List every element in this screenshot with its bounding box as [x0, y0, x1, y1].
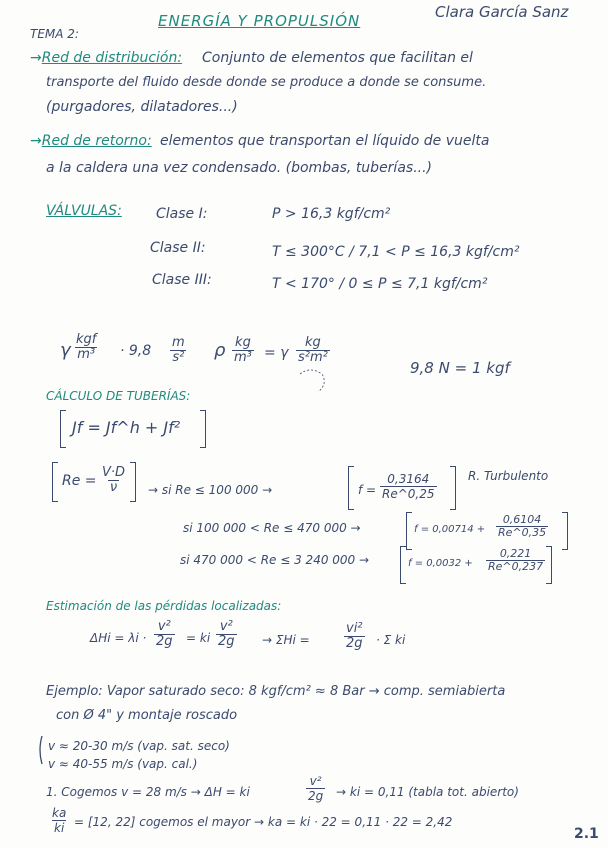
- step2-num: ka: [52, 806, 67, 820]
- red-retorno-line1: elementos que transportan el líquido de vuelta: [160, 133, 490, 149]
- perdidas-lhs: ΔHi = λi ·: [90, 631, 147, 645]
- velocity-1: v ≈ 20-30 m/s (vap. sat. seco): [48, 739, 230, 753]
- page-number: 2.1: [574, 826, 599, 842]
- f2-num: 0,6104: [502, 513, 542, 526]
- velocity-brace: [40, 736, 42, 764]
- velocity-2: v ≈ 40-55 m/s (vap. cal.): [48, 757, 198, 771]
- calculo-title: CÁLCULO DE TUBERÍAS:: [46, 389, 191, 403]
- red-distribucion-term: →Red de distribución:: [30, 50, 183, 66]
- rho-units-num: kg: [235, 335, 251, 350]
- valvulas-label: VÁLVULAS:: [46, 203, 122, 219]
- perdidas-sum-num: vi²: [346, 621, 363, 636]
- red-distribucion-line1: Conjunto de elementos que facilitan el: [202, 50, 473, 66]
- ejemplo-line2: con Ø 4" y montaje roscado: [56, 708, 238, 723]
- red-distribucion-line3: (purgadores, dilatadores...): [46, 99, 238, 115]
- sum-formula: Jf = Jf^h + Jf²: [72, 418, 181, 437]
- red-distribucion-label: Red de distribución:: [41, 50, 183, 66]
- clase-3-cond: T < 170° / 0 ≤ P ≤ 7,1 kgf/cm²: [272, 276, 488, 292]
- step2-den: ki: [54, 821, 65, 835]
- cond-2: si 100 000 < Re ≤ 470 000 →: [183, 521, 361, 535]
- perdidas-sum-den: 2g: [346, 636, 363, 651]
- perdidas-title: Estimación de las pérdidas localizadas:: [46, 599, 282, 613]
- f3-lhs: f = 0,0032 +: [408, 558, 473, 569]
- perdidas-v2-den: 2g: [218, 634, 235, 649]
- ejemplo-line1: Ejemplo: Vapor saturado seco: 8 kgf/cm² ≈ 8 Bar → comp. semiabierta: [46, 684, 506, 699]
- re-den: ν: [109, 480, 118, 495]
- step1-num: v²: [309, 774, 322, 788]
- rho-units-den: m³: [234, 350, 252, 365]
- gamma-units-den: m³: [77, 347, 96, 362]
- red-distribucion-line2: transporte del fluido desde donde se produce a donde se consume.: [46, 75, 487, 90]
- perdidas-v-num: v²: [157, 619, 171, 634]
- f2-den: Re^0,35: [498, 526, 547, 539]
- f1-den: Re^0,25: [382, 487, 435, 501]
- rho-symbol: ρ: [214, 340, 226, 361]
- g-units-num: m: [172, 335, 185, 350]
- cond-1: → si Re ≤ 100 000 →: [148, 483, 273, 497]
- red-retorno-label: Red de retorno:: [41, 133, 152, 149]
- author-name: Clara García Sanz: [435, 3, 569, 21]
- perdidas-sum-tail: · Σ ki: [376, 633, 406, 647]
- clase-3: Clase III:: [152, 272, 212, 288]
- eq-gamma: = γ: [264, 345, 289, 361]
- step2-rhs: = [12, 22] cogemos el mayor → ka = ki · 22 = 0,11 · 22 = 2,42: [74, 815, 453, 829]
- g-units-den: s²: [172, 350, 185, 365]
- red-retorno-line2: a la caldera una vez condensado. (bombas, tuberías...): [46, 160, 433, 176]
- f2-lhs: f = 0,00714 +: [414, 524, 486, 535]
- clase-2-cond: T ≤ 300°C / 7,1 < P ≤ 16,3 kgf/cm²: [272, 244, 520, 260]
- step1-den: 2g: [308, 789, 324, 803]
- perdidas-sum: → ΣHi =: [262, 633, 310, 647]
- kg-units-num: kg: [305, 335, 321, 350]
- regime-label: R. Turbulento: [468, 469, 549, 483]
- gamma-symbol: γ: [60, 340, 71, 361]
- step1-lhs: 1. Cogemos v = 28 m/s → ΔH = ki: [46, 785, 250, 799]
- clase-1: Clase I:: [156, 206, 208, 222]
- step1-rhs: → ki = 0,11 (tabla tot. abierto): [336, 785, 519, 799]
- gamma-units-num: kgf: [76, 332, 97, 347]
- eq-times-g: · 9,8: [120, 343, 152, 359]
- re-num: V·D: [102, 465, 126, 480]
- cond-3: si 470 000 < Re ≤ 3 240 000 →: [180, 553, 370, 567]
- re-lhs: Re =: [62, 473, 97, 489]
- f1-lhs: f =: [358, 483, 377, 497]
- conversion-result: 9,8 N = 1 kgf: [410, 359, 510, 377]
- clase-2: Clase II:: [150, 240, 206, 256]
- clase-1-cond: P > 16,3 kgf/cm²: [272, 206, 391, 222]
- perdidas-v-den: 2g: [156, 634, 173, 649]
- circled-units-mark: [300, 370, 324, 392]
- tema-label: TEMA 2:: [30, 27, 79, 41]
- f1-num: 0,3164: [387, 472, 430, 486]
- red-retorno-term: →Red de retorno:: [30, 133, 152, 149]
- page-title: ENERGÍA Y PROPULSIÓN: [158, 12, 361, 30]
- f3-den: Re^0,237: [488, 560, 544, 573]
- perdidas-v2-num: v²: [219, 619, 233, 634]
- f3-num: 0,221: [499, 547, 532, 560]
- kg-units-den: s²m²: [298, 350, 328, 365]
- perdidas-mid: = ki: [186, 631, 211, 645]
